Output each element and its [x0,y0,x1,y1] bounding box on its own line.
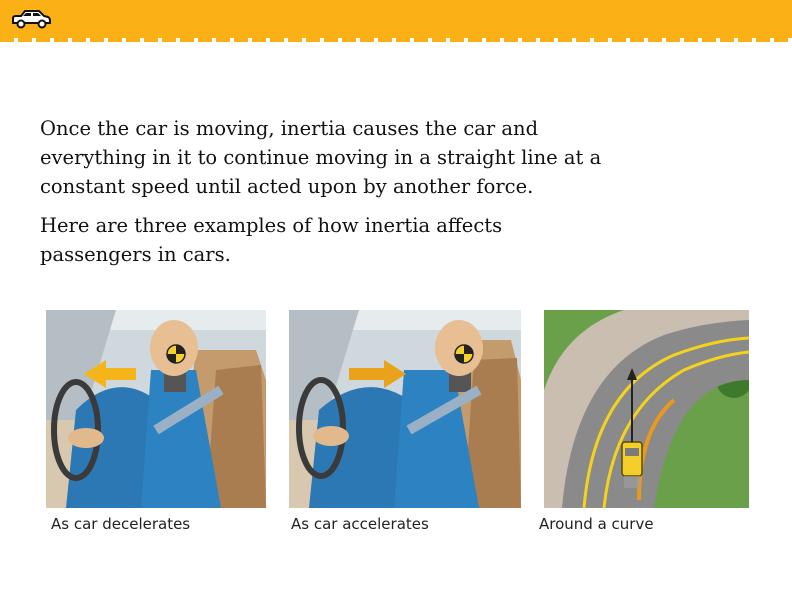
header-dashed-divider [0,38,792,42]
car-icon [10,9,52,29]
illustration-accelerates [289,310,521,508]
car-on-curve-icon [622,442,642,488]
header-bar [0,0,792,38]
caption-accelerates: As car accelerates [291,515,429,533]
caption-decelerates: As car decelerates [51,515,191,533]
paragraph-examples: Here are three examples of how inertia affects passengers in cars. [40,214,503,266]
illustration-decelerates [46,310,266,508]
caption-curve: Around a curve [539,515,654,533]
illustration-curve [544,310,749,508]
paragraph-inertia: Once the car is moving, inertia causes the car and everything in it to continue moving in a straight line at a constant speed until acted upon by another force. [40,117,602,198]
